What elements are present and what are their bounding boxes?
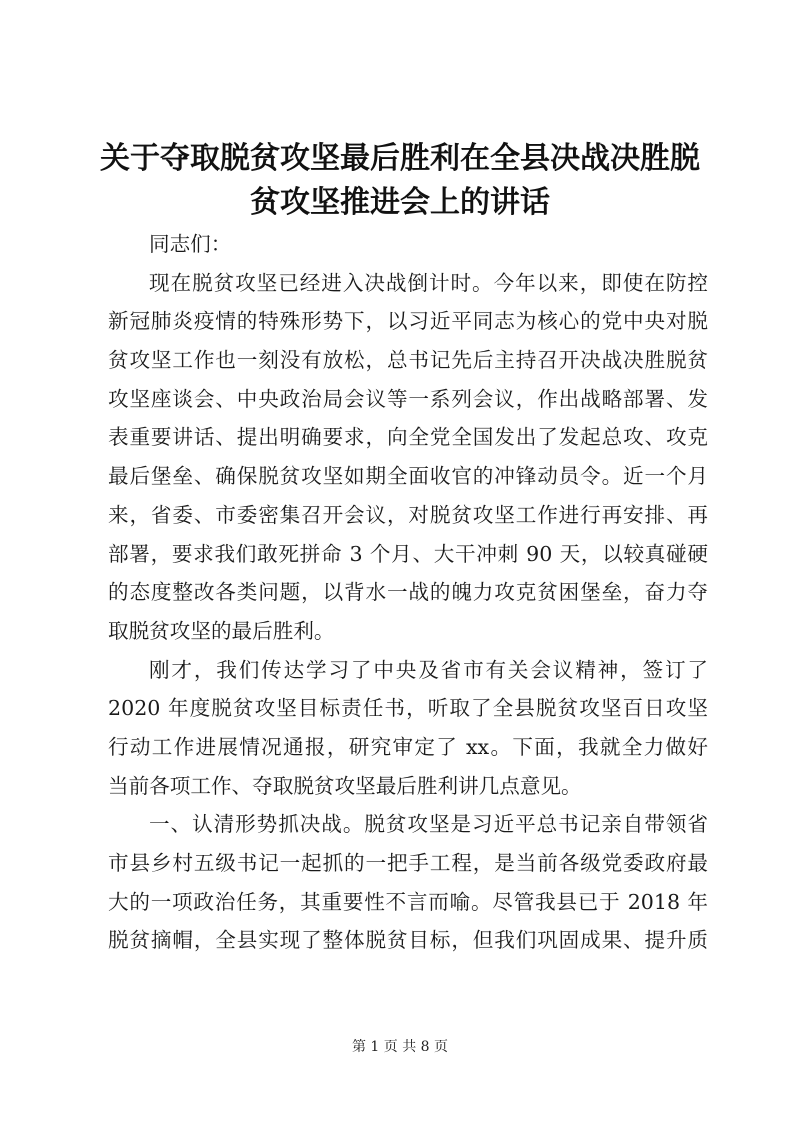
paragraph-1-line-1: 现在脱贫攻坚已经进入决战倒计时。今年以来，即使在防控 [149, 270, 708, 295]
paragraph-1-line-9: 的态度整改各类问题，以背水一战的魄力攻克贫困堡垒，奋力夺 [108, 580, 708, 605]
paragraph-3-line-4: 脱贫摘帽，全县实现了整体脱贫目标，但我们巩固成果、提升质 [108, 928, 708, 953]
paragraph-2-line-1: 刚才，我们传达学习了中央及省市有关会议精神，签订了 [149, 657, 708, 682]
paragraph-1-line-8: 部署，要求我们敢死拼命 3 个月、大干冲刺 90 天，以较真碰硬 [108, 541, 708, 566]
paragraph-2-line-2: 2020 年度脱贫攻坚目标责任书，听取了全县脱贫攻坚百日攻坚 [108, 696, 708, 721]
salutation: 同志们： [149, 232, 232, 256]
page-footer: 第 1 页 共 8 页 [351, 1039, 449, 1055]
paragraph-3-line-3: 大的一项政治任务，其重要性不言而喻。尽管我县已于 2018 年 [108, 889, 708, 914]
paragraph-3-line-1: 一、认清形势抓决战。脱贫攻坚是习近平总书记亲自带领省 [149, 812, 708, 837]
title-line-1: 关于夺取脱贫攻坚最后胜利在全县决战决胜脱 [100, 141, 700, 176]
paragraph-1-line-3: 贫攻坚工作也一刻没有放松，总书记先后主持召开决战决胜脱贫 [108, 348, 708, 373]
paragraph-1-line-7: 来，省委、市委密集召开会议，对脱贫攻坚工作进行再安排、再 [108, 502, 708, 527]
paragraph-3-line-2: 市县乡村五级书记一起抓的一把手工程，是当前各级党委政府最 [108, 851, 708, 875]
title-line-2: 贫攻坚推进会上的讲话 [250, 185, 550, 220]
paragraph-2-line-3: 行动工作进展情况通报，研究审定了 xx。下面，我就全力做好 [108, 734, 708, 759]
paragraph-1-line-6: 最后堡垒、确保脱贫攻坚如期全面收官的冲锋动员令。近一个月 [108, 464, 708, 489]
paragraph-2-line-4: 当前各项工作、夺取脱贫攻坚最后胜利讲几点意见。 [108, 773, 582, 798]
document-title [90, 137, 710, 225]
paragraph-1-line-4: 攻坚座谈会、中央政治局会议等一系列会议，作出战略部署、发 [108, 386, 708, 411]
paragraph-1-line-10: 取脱贫攻坚的最后胜利。 [108, 618, 335, 643]
document-body [108, 225, 708, 960]
paragraph-1-line-2: 新冠肺炎疫情的特殊形势下，以习近平同志为核心的党中央对脱 [108, 309, 708, 334]
paragraph-1-line-5: 表重要讲话、提出明确要求，向全党全国发出了发起总攻、攻克 [108, 425, 708, 450]
